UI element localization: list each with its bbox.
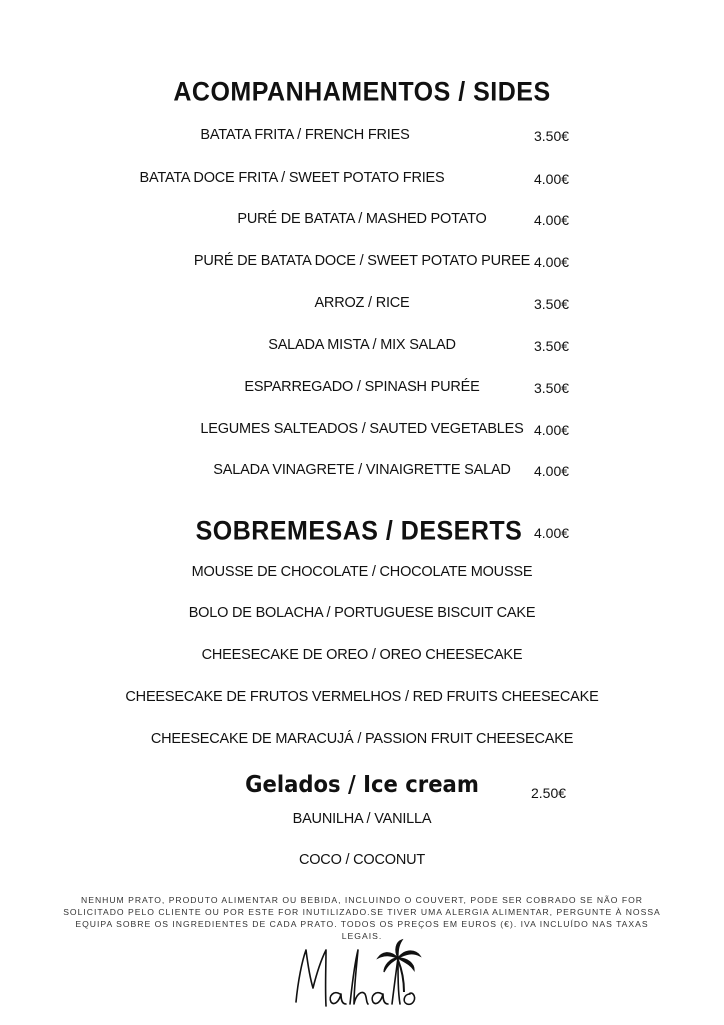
sides-item-name: ESPARREGADO / SPINASH PURÉE [244,379,480,395]
ice-cream-price: 2.50€ [531,785,567,801]
sides-item-name: PURÉ DE BATATA DOCE / SWEET POTATO PUREE [193,253,531,269]
dessert-item: CHEESECAKE DE OREO / OREO CHEESECAKE [201,647,523,663]
mahalo-logo [286,936,436,1020]
sides-item-name: SALADA MISTA / MIX SALAD [268,337,456,353]
sides-item-price: 3.50€ [534,296,570,312]
desserts-price: 4.00€ [534,525,570,541]
desserts-heading: SOBREMESAS / DESERTS [195,515,523,547]
sides-item-price: 3.50€ [534,128,570,144]
dessert-item: MOUSSE DE CHOCOLATE / CHOCOLATE MOUSSE [191,564,533,580]
dessert-item: CHEESECAKE DE FRUTOS VERMELHOS / RED FRUITS CHEESECAKE [125,689,599,705]
sides-item-name: ARROZ / RICE [314,295,410,311]
dessert-item: BOLO DE BOLACHA / PORTUGUESE BISCUIT CAKE [188,605,536,621]
sides-item-name: SALADA VINAGRETE / VINAIGRETTE SALAD [213,462,511,478]
ice-cream-item: BAUNILHA / VANILLA [292,811,432,827]
sides-item-price: 3.50€ [534,380,570,396]
sides-item-price: 4.00€ [534,463,570,479]
sides-item-name: PURÉ DE BATATA / MASHED POTATO [237,211,487,227]
ice-cream-item: COCO / COCONUT [298,852,426,868]
dessert-item: CHEESECAKE DE MARACUJÁ / PASSION FRUIT CHEESECAKE [150,731,574,747]
sides-item-price: 4.00€ [534,254,570,270]
sides-item-price: 4.00€ [534,422,570,438]
sides-item-name: LEGUMES SALTEADOS / SAUTED VEGETABLES [200,421,524,437]
sides-item-price: 4.00€ [534,171,570,187]
sides-item-name: BATATA FRITA / FRENCH FRIES [200,127,410,143]
sides-item-name: BATATA DOCE FRITA / SWEET POTATO FRIES [139,170,445,186]
sides-heading: ACOMPANHAMENTOS / SIDES [173,76,551,108]
legal-disclaimer: NENHUM PRATO, PRODUTO ALIMENTAR OU BEBIDA, INCLUINDO O COUVERT, PODE SER COBRADO SE NÃO FOR SOLICITADO PELO CLIENTE OU POR ESTE FOR INUTILIZADO.SE TIVER UMA ALERGIA ALIMENTAR, PERGUNTE À NOSSA EQUIPA SOBRE OS INGREDIENTES DE CADA PRATO. TODOS OS PREÇOS EM EUROS (€). IVA INCLUÍDO NAS TAXAS LEGAIS. [63,895,661,941]
ice-cream-heading: Gelados / Ice cream [245,772,479,798]
sides-item-price: 3.50€ [534,338,570,354]
sides-item-price: 4.00€ [534,212,570,228]
